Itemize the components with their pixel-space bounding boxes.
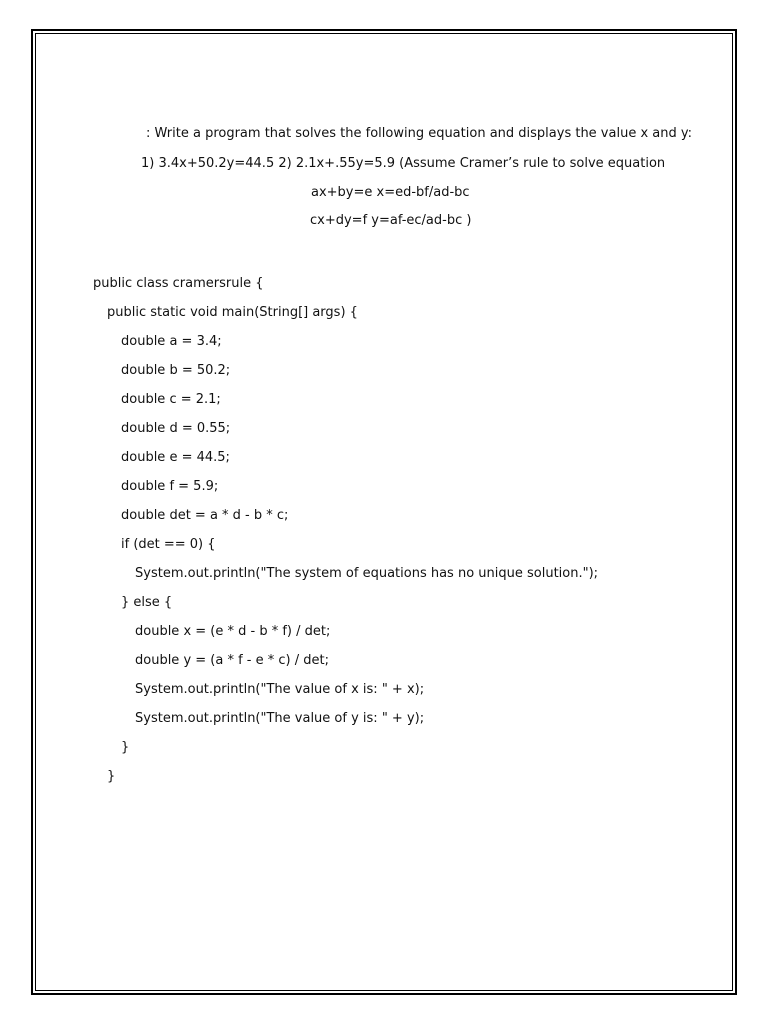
code-line: double det = a * d - b * c; bbox=[121, 508, 289, 523]
code-line: double f = 5.9; bbox=[121, 479, 219, 494]
code-line: } else { bbox=[121, 595, 173, 610]
code-line: double e = 44.5; bbox=[121, 450, 230, 465]
code-line: if (det == 0) { bbox=[121, 537, 216, 552]
code-line: System.out.println("The system of equations has no unique solution."); bbox=[135, 566, 599, 581]
code-line: public class cramersrule { bbox=[93, 276, 264, 291]
code-line: System.out.println("The value of x is: " + x); bbox=[135, 682, 425, 697]
code-line: double x = (e * d - b * f) / det; bbox=[135, 624, 331, 639]
code-line: } bbox=[121, 740, 130, 755]
code-line: double d = 0.55; bbox=[121, 421, 231, 436]
code-line: } bbox=[107, 769, 116, 784]
question-line-2: 1) 3.4x+50.2y=44.5 2) 2.1x+.55y=5.9 (Assume Cramer’s rule to solve equation bbox=[141, 156, 666, 171]
code-line: System.out.println("The value of y is: " + y); bbox=[135, 711, 425, 726]
formula-x: ax+by=e x=ed-bf/ad-bc bbox=[311, 185, 470, 200]
question-line-1: : Write a program that solves the following equation and displays the value x and y: bbox=[146, 126, 692, 141]
code-line: double a = 3.4; bbox=[121, 334, 222, 349]
code-line: public static void main(String[] args) { bbox=[107, 305, 358, 320]
formula-y: cx+dy=f y=af-ec/ad-bc ) bbox=[310, 213, 472, 228]
code-line: double y = (a * f - e * c) / det; bbox=[135, 653, 329, 668]
code-line: double c = 2.1; bbox=[121, 392, 221, 407]
code-line: double b = 50.2; bbox=[121, 363, 231, 378]
